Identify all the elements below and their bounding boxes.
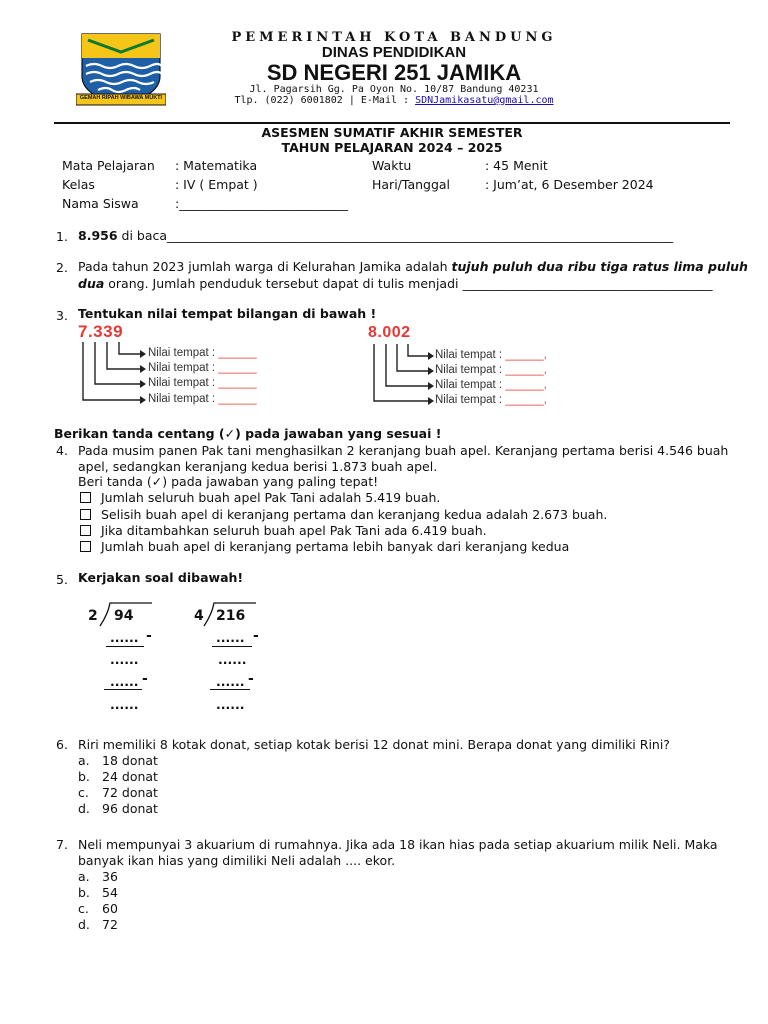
q7-option[interactable]: 60 bbox=[102, 901, 118, 916]
q7-option[interactable]: 54 bbox=[102, 885, 118, 900]
pv-right-row[interactable]: Nilai tempat : ______, bbox=[435, 349, 547, 361]
div1-step[interactable]: ...... bbox=[110, 674, 139, 689]
school-contact bbox=[180, 95, 608, 106]
day-label: Hari/Tanggal bbox=[372, 177, 451, 192]
dept-title: DINAS PENDIDIKAN bbox=[321, 44, 467, 61]
q2-number-words-end: dua bbox=[78, 276, 105, 291]
q7-option[interactable]: 72 bbox=[102, 917, 118, 932]
q5-number: 5. bbox=[56, 572, 68, 587]
q4-number: 4. bbox=[56, 443, 68, 458]
q7-line1: Neli mempunyai 3 akuarium di rumahnya. Jika ada 18 ikan hias pada setiap akuarium milik Neli. Maka bbox=[78, 837, 718, 852]
q6-question: Riri memiliki 8 kotak donat, setiap kotak berisi 12 donat mini. Berapa donat yang dimiliki Rini? bbox=[78, 737, 670, 752]
div1-dividend: 94 bbox=[114, 608, 134, 624]
exam-title: ASESMEN SUMATIF AKHIR SEMESTER bbox=[261, 125, 523, 140]
class-label: Kelas bbox=[62, 177, 95, 192]
div1-divisor: 2 bbox=[88, 608, 98, 624]
pv-left-row[interactable]: Nilai tempat : ______ bbox=[148, 377, 257, 389]
pv-right-row[interactable]: Nilai tempat : ______, bbox=[435, 379, 547, 391]
q1-blank: di baca_________________________________________________________________________________ bbox=[117, 228, 674, 243]
q6-option[interactable]: 24 donat bbox=[102, 769, 158, 784]
div2-dividend: 216 bbox=[216, 608, 246, 624]
q6-option[interactable]: 96 donat bbox=[102, 801, 158, 816]
q7-option-letter: b. bbox=[78, 885, 90, 900]
school-title: SD NEGERI 251 JAMIKA bbox=[266, 60, 522, 85]
school-address: Jl. Pagarsih Gg. Pa Oyon No. 10/87 Bandung 40231 bbox=[249, 84, 539, 95]
long-division-2 bbox=[190, 600, 300, 715]
div2-step[interactable]: ...... bbox=[216, 674, 245, 689]
q6-option-letter: b. bbox=[78, 769, 90, 784]
q2-line2[interactable] bbox=[78, 276, 724, 291]
div2-rule bbox=[212, 646, 252, 647]
exam-year: TAHUN PELAJARAN 2024 – 2025 bbox=[281, 140, 503, 155]
q4-option[interactable]: Jumlah seluruh buah apel Pak Tani adalah 5.419 buah. bbox=[80, 490, 440, 505]
check-section-heading: Berikan tanda centang (✓) pada jawaban yang sesuai ! bbox=[54, 426, 442, 441]
time-label: Waktu bbox=[372, 158, 412, 173]
q6-option[interactable]: 72 donat bbox=[102, 785, 158, 800]
checkbox-icon[interactable] bbox=[80, 492, 91, 503]
q6-option[interactable]: 18 donat bbox=[102, 753, 158, 768]
checkbox-icon[interactable] bbox=[80, 541, 91, 552]
div1-minus: - bbox=[142, 671, 148, 687]
long-division-1 bbox=[84, 600, 194, 715]
checkbox-icon[interactable] bbox=[80, 509, 91, 520]
pv-left-number: 7.339 bbox=[78, 322, 124, 341]
q7-number: 7. bbox=[56, 837, 68, 852]
q7-option[interactable]: 36 bbox=[102, 869, 118, 884]
subject-label: Mata Pelajaran bbox=[62, 158, 155, 173]
school-logo bbox=[76, 30, 166, 110]
checkbox-icon[interactable] bbox=[80, 525, 91, 536]
q3-number: 3. bbox=[56, 308, 68, 323]
logo-motto: GEMAH RIPAH WIBAWA MUKTI bbox=[79, 95, 163, 101]
q4-option[interactable]: Jumlah buah apel di keranjang pertama lebih banyak dari keranjang kedua bbox=[80, 539, 569, 554]
div1-step[interactable]: ...... bbox=[110, 630, 139, 645]
q7-option-letter: c. bbox=[78, 901, 89, 916]
q6-option-letter: a. bbox=[78, 753, 90, 768]
pv-right-row[interactable]: Nilai tempat : ______, bbox=[435, 364, 547, 376]
q1-number: 1. bbox=[56, 229, 68, 244]
header-divider bbox=[54, 122, 730, 124]
q6-number: 6. bbox=[56, 737, 68, 752]
q6-option-letter: d. bbox=[78, 801, 90, 816]
time-value: : 45 Menit bbox=[485, 158, 548, 173]
name-label: Nama Siswa bbox=[62, 196, 139, 211]
gov-title: PEMERINTAH KOTA BANDUNG bbox=[231, 30, 557, 45]
div1-rule bbox=[106, 646, 144, 647]
div2-minus: - bbox=[253, 628, 259, 644]
q4-line1: Pada musim panen Pak tani menghasilkan 2 keranjang buah apel. Keranjang pertama berisi 4.546 buah bbox=[78, 443, 729, 458]
subject-value: : Matematika bbox=[175, 158, 258, 173]
pv-left-row[interactable]: Nilai tempat : ______ bbox=[148, 347, 257, 359]
div2-divisor: 4 bbox=[194, 608, 204, 624]
div2-minus: - bbox=[248, 671, 254, 687]
q5-prompt: Kerjakan soal dibawah! bbox=[78, 570, 244, 585]
q4-line3: Beri tanda (✓) pada jawaban yang paling tepat! bbox=[78, 474, 379, 489]
pv-left-row[interactable]: Nilai tempat : ______ bbox=[148, 362, 257, 374]
pv-left-row[interactable]: Nilai tempat : ______ bbox=[148, 393, 257, 405]
div2-rule bbox=[210, 689, 250, 690]
class-value: : IV ( Empat ) bbox=[175, 177, 258, 192]
pv-right-row[interactable]: Nilai tempat : ______, bbox=[435, 394, 547, 406]
q3-prompt: Tentukan nilai tempat bilangan di bawah ! bbox=[78, 306, 377, 321]
contact-prefix: Tlp. (022) 6001802 | E-Mail : bbox=[234, 95, 416, 106]
place-value-diagram-left bbox=[76, 322, 286, 412]
q2-number-words: tujuh puluh dua ribu tiga ratus lima puluh bbox=[451, 259, 748, 274]
div1-step[interactable]: ...... bbox=[110, 652, 139, 667]
q7-option-letter: d. bbox=[78, 917, 90, 932]
pv-right-number: 8.002 bbox=[368, 324, 411, 341]
day-value: : Jum’at, 6 Desember 2024 bbox=[485, 177, 654, 192]
q2-text: Pada tahun 2023 jumlah warga di Kelurahan Jamika adalah bbox=[78, 259, 452, 274]
q2-blank: orang. Jumlah penduduk tersebut dapat di tulis menjadi ________________________________________ bbox=[104, 276, 713, 291]
email-link[interactable]: SDNJamikasatu@gmail.com bbox=[415, 95, 554, 106]
div1-rule bbox=[104, 689, 142, 690]
q4-option[interactable]: Selisih buah apel di keranjang pertama dan keranjang kedua adalah 2.673 buah. bbox=[80, 507, 607, 522]
div1-minus: - bbox=[146, 628, 152, 644]
div2-step[interactable]: ...... bbox=[216, 630, 245, 645]
q1-number-value: 8.956 bbox=[78, 228, 118, 243]
div2-step[interactable]: ...... bbox=[216, 697, 245, 712]
q1-text[interactable] bbox=[78, 228, 718, 243]
q4-option[interactable]: Jika ditambahkan seluruh buah apel Pak Tani ada 6.419 buah. bbox=[80, 523, 487, 538]
q2-line1 bbox=[78, 259, 748, 274]
div1-step[interactable]: ...... bbox=[110, 697, 139, 712]
q4-line2: apel, sedangkan keranjang kedua berisi 1.873 buah apel. bbox=[78, 459, 438, 474]
name-field[interactable]: :___________________________ bbox=[175, 196, 348, 211]
q6-option-letter: c. bbox=[78, 785, 89, 800]
q7-option-letter: a. bbox=[78, 869, 90, 884]
q2-number: 2. bbox=[56, 260, 68, 275]
place-value-diagram-right bbox=[366, 324, 566, 412]
div2-step[interactable]: ...... bbox=[218, 652, 247, 667]
q7-line2: banyak ikan hias yang dimiliki Neli adalah .... ekor. bbox=[78, 853, 396, 868]
